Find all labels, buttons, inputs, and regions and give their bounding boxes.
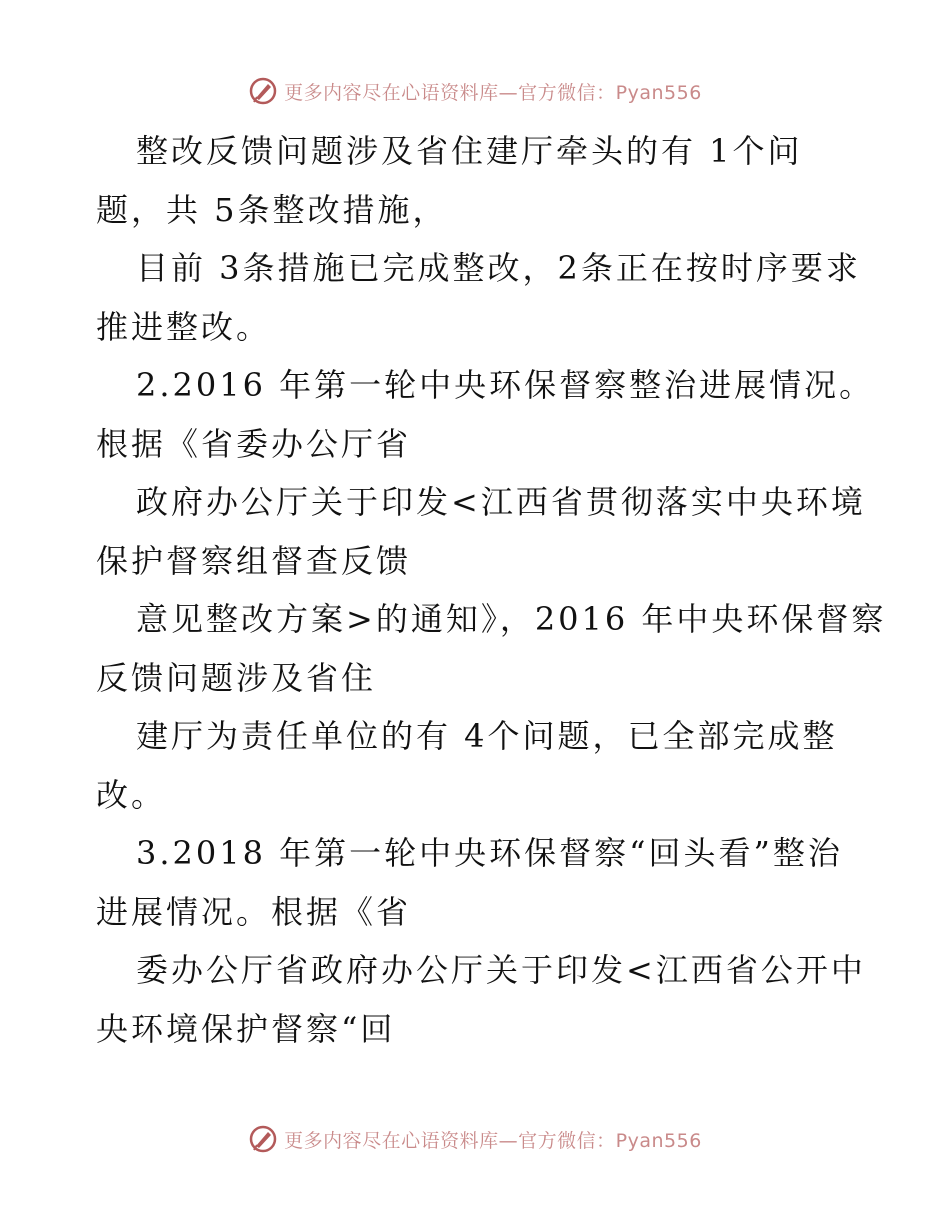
text-line: 央环境保护督察“回 xyxy=(96,1009,396,1048)
text-line: 整改反馈问题涉及省住建厅牵头的有 1个问 xyxy=(136,132,803,170)
text-line: 题，共 5条整改措施， xyxy=(96,190,448,229)
quill-logo-icon xyxy=(248,76,278,106)
text-line: 2.2016 年第一轮中央环保督察整治进展情况。 xyxy=(136,366,875,404)
text-line: 政府办公厅关于印发<江西省贯彻落实中央环境 xyxy=(136,483,866,521)
footer-watermark xyxy=(0,1124,950,1154)
text-line: 改。 xyxy=(96,775,167,814)
text-line: 反馈问题涉及省住 xyxy=(96,658,377,697)
text-line: 3.2018 年第一轮中央环保督察“回头看”整治 xyxy=(136,834,843,872)
text-line: 进展情况。根据《省 xyxy=(96,892,412,931)
text-line: 推进整改。 xyxy=(96,307,272,346)
quill-logo-icon xyxy=(248,1124,278,1154)
document-body xyxy=(96,122,887,1058)
text-line: 目前 3条措施已完成整改，2条正在按时序要求 xyxy=(136,249,861,287)
text-line: 委办公厅省政府办公厅关于印发<江西省公开中 xyxy=(136,951,866,989)
watermark-text: 更多内容尽在心语资料库—官方微信：Pyan556 xyxy=(284,1129,702,1152)
text-line: 意见整改方案>的通知》，2016 年中央环保督察 xyxy=(136,600,887,638)
watermark-text: 更多内容尽在心语资料库—官方微信：Pyan556 xyxy=(284,81,702,104)
text-line: 建厅为责任单位的有 4个问题，已全部完成整 xyxy=(136,717,838,755)
header-watermark xyxy=(0,76,950,106)
text-line: 根据《省委办公厅省 xyxy=(96,424,412,463)
text-line: 保护督察组督查反馈 xyxy=(96,541,412,580)
